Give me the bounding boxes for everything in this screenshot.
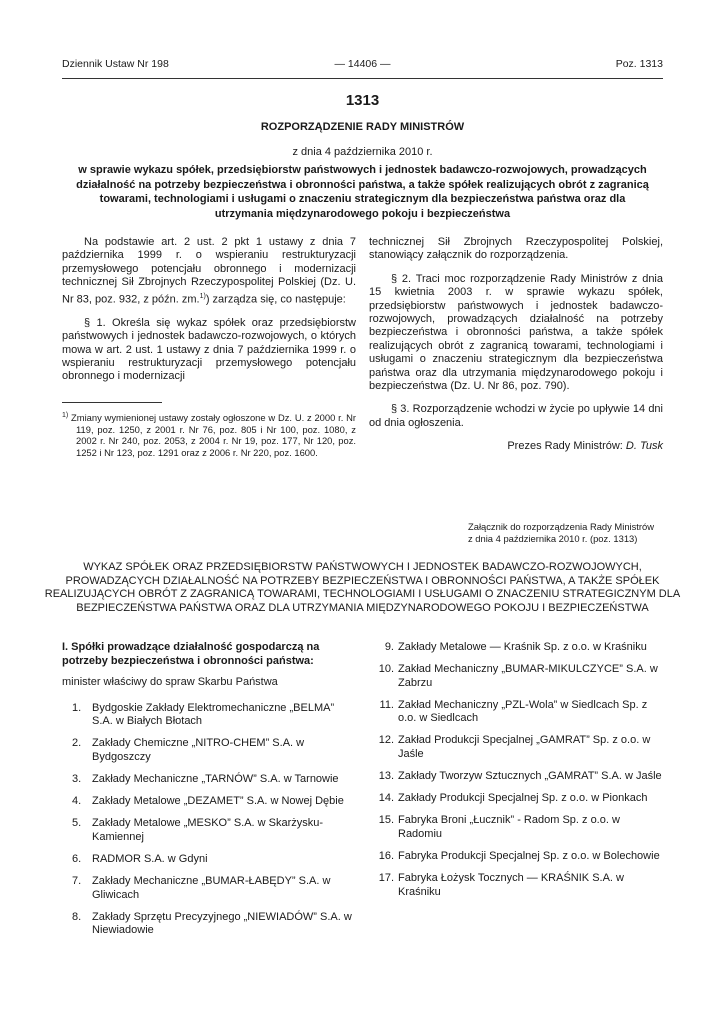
list-item-text: Bydgoskie Zakłady Elektromechaniczne „BELMA” S.A. w Białych Błotach	[92, 701, 335, 728]
list-item-text: Zakłady Sprzętu Precyzyjnego „NIEWIADÓW” S.A. w Niewiadowie	[92, 910, 352, 937]
list-item	[369, 641, 663, 655]
list-item-number: 7.	[72, 875, 82, 888]
list-item-number: 16.	[378, 850, 394, 863]
list-item-number: 3.	[72, 773, 82, 786]
list-item-number: 15.	[378, 814, 394, 827]
footnote-rule	[62, 402, 162, 403]
company-list-right	[369, 641, 663, 908]
list-item-text: Fabryka Produkcji Specjalnej Sp. z o.o. w Bolechowie	[398, 850, 660, 863]
intro-text: Na podstawie art. 2 ust. 2 pkt 1 ustawy z dnia 7 października 1999 r. o wspieraniu restrukturyzacji przemysłowego potencjału obronnego i modernizacji technicznej Sił Zbrojnych Rzeczypospolitej Polskiej (Dz. U. Nr 83, poz. 932, z późn. zm.	[62, 236, 356, 306]
footnote	[62, 410, 356, 459]
list-item	[369, 814, 663, 841]
list-item	[62, 702, 356, 729]
paragraph-1-continued: technicznej Sił Zbrojnych Rzeczypospolitej Polskiej, stanowiący załącznik do rozporządzenia.	[369, 236, 663, 262]
annex-note-line-2: z dnia 4 października 2010 r. (poz. 1313)	[468, 533, 638, 544]
intro-paragraph	[62, 236, 356, 307]
journal-name: Dziennik Ustaw Nr 198	[62, 58, 169, 70]
body-left-column	[62, 236, 356, 394]
list-item	[62, 737, 356, 764]
items-left-container	[62, 702, 356, 938]
list-item	[62, 875, 356, 902]
footnote-text: Zmiany wymienionej ustawy zostały ogłoszone w Dz. U. z 2000 r. Nr 119, poz. 1250, z 2001 r. Nr 76, poz. 805 i Nr 100, poz. 1080, z 2002 r. Nr 240, poz. 2053, z 2004 r. Nr 19, poz. 177, Nr 120, poz. 1252 i Nr 123, poz. 1291 oraz z 2006 r. Nr 220, poz. 1600.	[71, 412, 356, 458]
act-number: 1313	[345, 92, 380, 109]
paragraph-2: § 2. Traci moc rozporządzenie Rady Ministrów z dnia 15 kwietnia 2003 r. w sprawie wykazu spółek, przedsiębiorstw państwowych i jednostek badawczo-rozwojowych, prowadzących działalność na potrzeby bezpieczeństwa i obronności państwa, a także spółek realizujących obrót z zagranicą towarami, technologiami i usługami o znaczeniu strategicznym dla bezpieczeństwa państwa oraz dla utrzymania międzynarodowego pokoju i bezpieczeństwa (Dz. U. Nr 86, poz. 790).	[369, 272, 663, 393]
act-subject: w sprawie wykazu spółek, przedsiębiorstw państwowych i jednostek badawczo-rozwojowych, prowadzących działalność na potrzeby bezpieczeństwa i obronności państwa, a także spółek realizujących obrót z zagranicą towarami, technologiami i usługami o znaczeniu strategicznym dla bezpieczeństwa państwa oraz dla utrzymania międzynarodowego pokoju i bezpieczeństwa	[76, 164, 649, 220]
list-item-number: 12.	[378, 734, 394, 747]
list-item	[62, 853, 356, 867]
list-item	[369, 850, 663, 864]
list-item-number: 14.	[378, 792, 394, 805]
list-item	[369, 699, 663, 726]
list-item-number: 6.	[72, 853, 82, 866]
list-item-text: Zakłady Metalowe „MESKO” S.A. w Skarżysku-Kamiennej	[92, 817, 324, 843]
list-item	[369, 770, 663, 784]
items-right-container	[369, 641, 663, 899]
list-item-text: Zakład Produkcji Specjalnej „GAMRAT” Sp. z o.o. w Jaśle	[398, 734, 651, 761]
list-item-number: 9.	[384, 641, 394, 653]
list-item-number: 2.	[72, 737, 82, 750]
signature	[369, 440, 663, 453]
list-item	[62, 911, 356, 938]
signature-label: Prezes Rady Ministrów:	[507, 440, 626, 453]
annex-title: WYKAZ SPÓŁEK ORAZ PRZEDSIĘBIORSTW PAŃSTWOWYCH I JEDNOSTEK BADAWCZO-ROZWOJOWYCH, PROWADZĄCYCH DZIAŁALNOŚĆ NA POTRZEBY BEZPIECZEŃSTWA I OBRONNOŚCI PAŃSTWA, A TAKŻE SPÓŁEK REALIZUJĄCYCH OBRÓT Z ZAGRANICĄ TOWARAMI, TECHNOLOGIAMI I USŁUGAMI O ZNACZENIU STRATEGICZNYM DLA BEZPIECZEŃSTWA PAŃSTWA ORAZ DLA UTRZYMANIA MIĘDZYNARODOWEGO POKOJU I BEZPIECZEŃSTWA	[44, 561, 681, 614]
list-item-text: Zakłady Tworzyw Sztucznych „GAMRAT” S.A. w Jaśle	[398, 770, 662, 783]
body-right-column	[369, 236, 663, 464]
list-item	[369, 872, 663, 899]
footnote-ref: 1)	[199, 292, 206, 300]
section-heading: I. Spółki prowadzące działalność gospodarczą na potrzeby bezpieczeństwa i obronności państwa:	[62, 641, 320, 667]
list-item-text: RADMOR S.A. w Gdyni	[92, 853, 208, 866]
list-item-text: Zakłady Mechaniczne „TARNÓW” S.A. w Tarnowie	[92, 773, 339, 786]
list-item	[369, 663, 663, 690]
list-item	[62, 817, 356, 844]
list-item-number: 8.	[72, 910, 82, 923]
list-item	[62, 773, 356, 787]
page-number: — 14406 —	[334, 58, 391, 70]
list-item-text: Fabryka Broni „Łucznik” - Radom Sp. z o.o. w Radomiu	[398, 814, 620, 840]
list-item-number: 11.	[379, 698, 394, 711]
list-item-number: 13.	[378, 770, 394, 783]
intro-end-text: ) zarządza się, co następuje:	[205, 293, 346, 306]
minister-label: minister właściwy do spraw Skarbu Państwa	[62, 676, 278, 689]
list-item-text: Zakłady Chemiczne „NITRO-CHEM” S.A. w Bydgoszczy	[92, 737, 305, 764]
list-item-text: Fabryka Łożysk Tocznych — KRAŚNIK S.A. w Kraśniku	[398, 872, 624, 898]
list-item-text: Zakład Mechaniczny „BUMAR-MIKULCZYCE” S.A. w Zabrzu	[398, 663, 658, 689]
list-item	[62, 795, 356, 809]
signature-name: D. Tusk	[625, 440, 663, 453]
list-item-text: Zakłady Metalowe — Kraśnik Sp. z o.o. w Kraśniku	[398, 641, 647, 653]
list-item-number: 5.	[72, 817, 82, 830]
act-date: z dnia 4 października 2010 r.	[292, 146, 433, 158]
list-item-text: Zakłady Metalowe „DEZAMET” S.A. w Nowej Dębie	[92, 795, 344, 808]
annex-note	[468, 521, 668, 545]
list-item-number: 1.	[72, 701, 82, 714]
paragraph-1: § 1. Określa się wykaz spółek oraz przedsiębiorstw państwowych i jednostek badawczo-rozwojowych, o których mowa w art. 2 ust. 1 ustawy z dnia 7 października 1999 r. o wspieraniu restrukturyzacji przemysłowego potencjału obronnego i modernizacji	[62, 316, 356, 383]
list-item-text: Zakłady Mechaniczne „BUMAR-ŁABĘDY” S.A. w Gliwicach	[92, 875, 331, 901]
header-rule	[62, 78, 663, 79]
list-item-number: 10.	[378, 663, 394, 676]
list-item-number: 17.	[378, 872, 394, 885]
list-item-text: Zakłady Produkcji Specjalnej Sp. z o.o. w Pionkach	[398, 792, 648, 805]
footnote-marker: 1)	[62, 412, 69, 419]
list-item	[369, 734, 663, 761]
list-item-text: Zakład Mechaniczny „PZL-Wola” w Siedlcach Sp. z o.o. w Siedlcach	[398, 698, 648, 725]
paragraph-3: § 3. Rozporządzenie wchodzi w życie po upływie 14 dni od dnia ogłoszenia.	[369, 403, 663, 429]
list-item	[369, 792, 663, 806]
position-number: Poz. 1313	[615, 58, 663, 70]
act-title: ROZPORZĄDZENIE RADY MINISTRÓW	[260, 121, 465, 133]
list-item-number: 4.	[72, 795, 82, 808]
company-list-left	[62, 641, 356, 947]
annex-note-line-1: Załącznik do rozporządzenia Rady Ministrów	[468, 521, 655, 532]
